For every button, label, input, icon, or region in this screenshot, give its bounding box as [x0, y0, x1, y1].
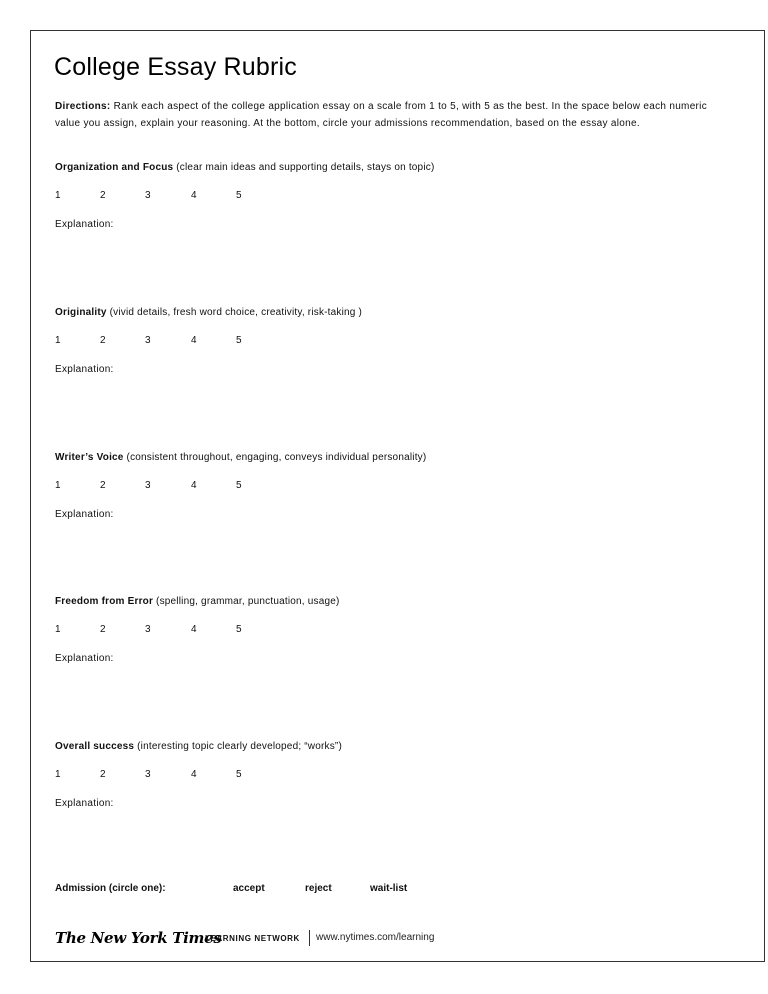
directions-text: Rank each aspect of the college application essay on a scale from 1 to 5, with 5 as the best. In the space below each numeric value you assign, explain your reasoning. At the bottom, circle your admissions recommendation, based on the essay alone. — [55, 101, 708, 129]
explanation-label: Explanation: — [55, 219, 114, 230]
rubric-section-voice — [55, 451, 735, 520]
rating-4[interactable]: 4 — [191, 480, 197, 491]
rating-4[interactable]: 4 — [191, 335, 197, 346]
admission-option-reject[interactable]: reject — [305, 883, 332, 894]
rating-1[interactable]: 1 — [55, 624, 61, 635]
rating-4[interactable]: 4 — [191, 190, 197, 201]
footer-divider — [309, 930, 310, 946]
admission-option-wait-list[interactable]: wait-list — [370, 883, 408, 894]
admission-row — [55, 883, 655, 899]
rating-1[interactable]: 1 — [55, 190, 61, 201]
rubric-section-originality — [55, 306, 735, 375]
rating-2[interactable]: 2 — [100, 190, 106, 201]
rating-4[interactable]: 4 — [191, 624, 197, 635]
rating-3[interactable]: 3 — [145, 769, 151, 780]
section-criteria: (clear main ideas and supporting details, stays on topic) — [173, 162, 435, 173]
rating-2[interactable]: 2 — [100, 769, 106, 780]
rating-scale — [55, 769, 735, 783]
rating-5[interactable]: 5 — [236, 190, 242, 201]
rating-3[interactable]: 3 — [145, 190, 151, 201]
explanation-label: Explanation: — [55, 798, 114, 809]
section-title: Originality — [55, 307, 107, 318]
section-heading — [55, 451, 735, 465]
rating-scale — [55, 335, 735, 349]
rating-1[interactable]: 1 — [55, 335, 61, 346]
rating-scale — [55, 190, 735, 204]
section-heading — [55, 595, 735, 609]
directions-label: Directions: — [55, 101, 111, 112]
section-criteria: (interesting topic clearly developed; “works”) — [134, 741, 342, 752]
section-criteria: (vivid details, fresh word choice, creativity, risk-taking ) — [106, 307, 363, 318]
explanation-label: Explanation: — [55, 509, 114, 520]
admission-option-accept[interactable]: accept — [233, 883, 265, 894]
rating-2[interactable]: 2 — [100, 480, 106, 491]
footer-url[interactable]: www.nytimes.com/learning — [316, 932, 435, 943]
learning-network-label: LEARNING NETWORK — [205, 934, 300, 943]
section-criteria: (consistent throughout, engaging, conveys individual personality) — [123, 452, 427, 463]
rating-scale — [55, 624, 735, 638]
rating-3[interactable]: 3 — [145, 624, 151, 635]
rating-5[interactable]: 5 — [236, 480, 242, 491]
admission-label: Admission (circle one): — [55, 883, 166, 894]
directions — [55, 98, 723, 132]
rating-scale — [55, 480, 735, 494]
section-criteria: (spelling, grammar, punctuation, usage) — [153, 596, 340, 607]
rubric-section-organization — [55, 161, 735, 230]
rating-1[interactable]: 1 — [55, 769, 61, 780]
footer — [55, 929, 555, 953]
rubric-section-error — [55, 595, 735, 664]
explanation-label: Explanation: — [55, 653, 114, 664]
rating-4[interactable]: 4 — [191, 769, 197, 780]
rating-2[interactable]: 2 — [100, 624, 106, 635]
section-title: Writer’s Voice — [55, 452, 124, 463]
section-heading — [55, 161, 735, 175]
page-title: College Essay Rubric — [54, 53, 297, 81]
rating-2[interactable]: 2 — [100, 335, 106, 346]
rubric-section-overall — [55, 740, 735, 809]
section-title: Organization and Focus — [55, 162, 174, 173]
rating-5[interactable]: 5 — [236, 769, 242, 780]
rating-5[interactable]: 5 — [236, 335, 242, 346]
rating-3[interactable]: 3 — [145, 335, 151, 346]
rating-1[interactable]: 1 — [55, 480, 61, 491]
section-heading — [55, 740, 735, 754]
section-title: Freedom from Error — [55, 596, 154, 607]
explanation-label: Explanation: — [55, 364, 114, 375]
section-heading — [55, 306, 735, 320]
nyt-logo: The New York Times — [55, 929, 222, 947]
rating-5[interactable]: 5 — [236, 624, 242, 635]
rubric-page — [30, 30, 765, 962]
section-title: Overall success — [55, 741, 135, 752]
rating-3[interactable]: 3 — [145, 480, 151, 491]
